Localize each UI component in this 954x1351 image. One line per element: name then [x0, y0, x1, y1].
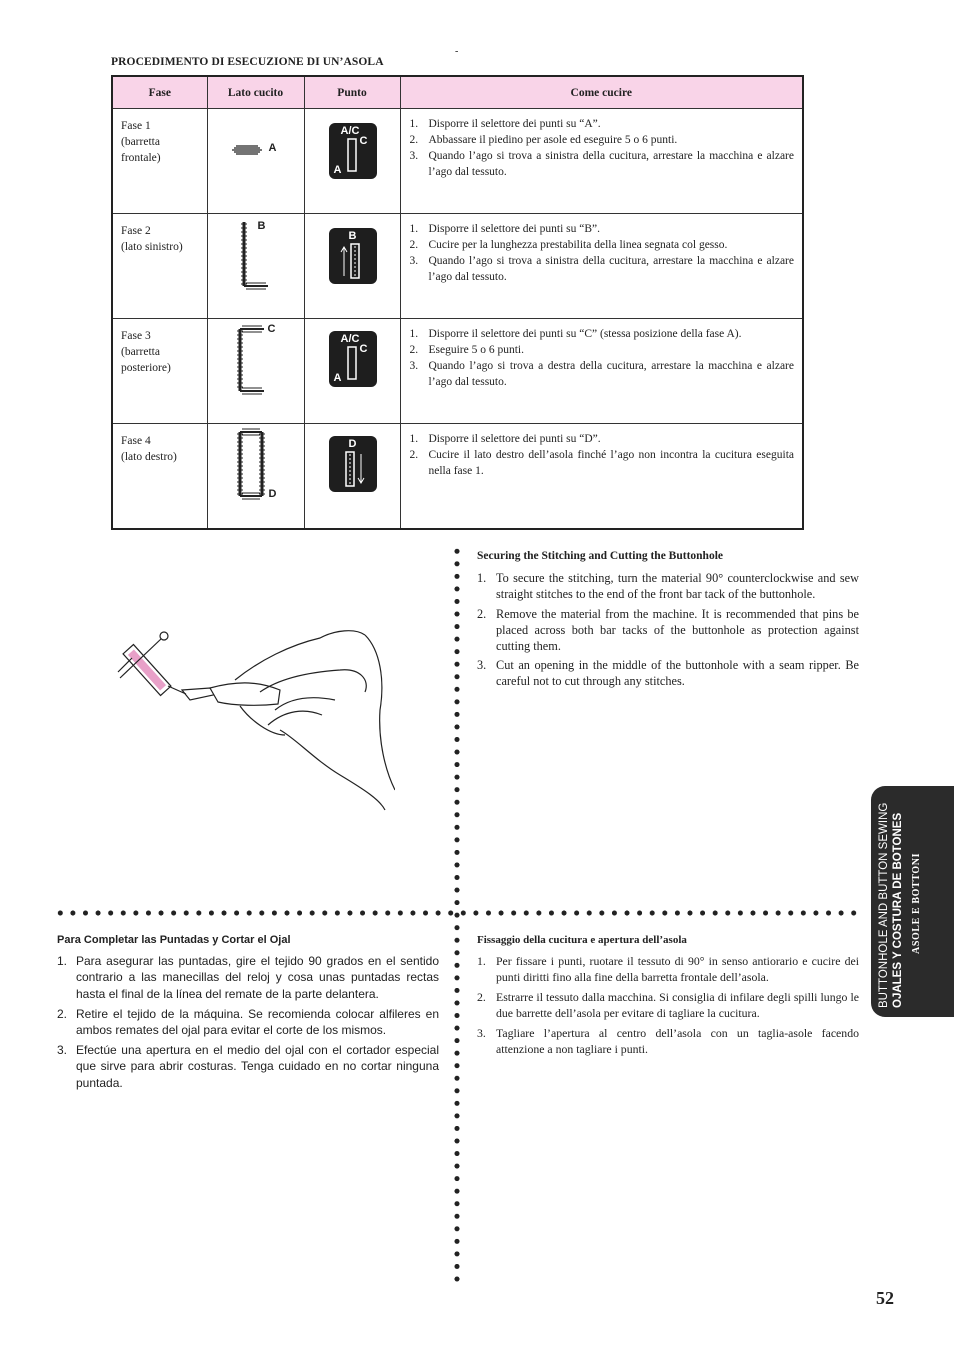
fase-cell: Fase 3 (barretta posteriore) [112, 319, 207, 424]
stitch-label-b: B [257, 220, 266, 232]
instructions-cell [400, 109, 803, 214]
buttonhole-procedure-table [111, 75, 804, 530]
list-item: 2. Cucire il lato destro dell’asola finché l’ago non incontra la cucitura eseguita nella fase 1. [409, 449, 794, 477]
header-punto: Punto [304, 76, 400, 109]
horizontal-dotted-divider [54, 909, 860, 917]
stitch-diagram-left-side [207, 214, 304, 319]
table-title: PROCEDIMENTO DI ESECUZIONE DI UN’ASOLA [111, 56, 384, 68]
list-item: 1. Disporre il selettore dei punti su “D”. [409, 433, 601, 445]
fase-cell: Fase 1 (barretta frontale) [112, 109, 207, 214]
stitch-selector-ac-icon: A/C C A [329, 123, 377, 179]
header-come-cucire: Come cucire [400, 76, 803, 109]
selector-cell [304, 319, 400, 424]
list-item: 2. Retire el tejido de la máquina. Se recomienda colocar alfileres en ambos remates del ojal para evitar el corte de los mismos. [57, 1006, 439, 1038]
list-item: 2. Eseguire 5 o 6 punti. [409, 344, 524, 356]
instructions-cell [400, 424, 803, 530]
list-item: 3. Quando l’ago si trova a sinistra della cucitura, arrestare la macchina e alzare l’ago dal tessuto. [409, 255, 794, 283]
stitch-label-c: C [267, 323, 276, 335]
table-row [112, 214, 803, 319]
english-section [477, 548, 859, 693]
left-side-stitch-icon [208, 214, 305, 300]
front-bar-stitch-icon [208, 109, 305, 195]
fase-cell: Fase 2 (lato sinistro) [112, 214, 207, 319]
table-row [112, 109, 803, 214]
list-item: 2. Estrarre il tessuto dalla macchina. Si consiglia di infilare degli spilli lungo le due barrette dell’asola per evitare di tagliare la cucitura. [477, 990, 859, 1020]
selector-cell [304, 109, 400, 214]
list-item: 3. Tagliare l’apertura al centro dell’asola con un taglia-asole facendo attenzione a non tagliare i punti. [477, 1026, 859, 1056]
chapter-side-tab [871, 786, 954, 1017]
instructions-cell [400, 214, 803, 319]
list-item: 2. Abbassare il piedino per asole ed eseguire 5 o 6 punti. [409, 134, 678, 146]
header-fase: Fase [112, 76, 207, 109]
table-row [112, 319, 803, 424]
table-row [112, 424, 803, 530]
tab-label-italian: ASOLE E BOTTONI [911, 852, 922, 954]
list-item: 1. Per fissare i punti, ruotare il tessuto di 90° in senso antiorario e cucire dei punti diritti fino alla fine della barretta frontale dell’asola. [477, 954, 859, 984]
list-item: 3. Cut an opening in the middle of the buttonhole with a seam ripper. Be careful not to cut through any stitches. [477, 658, 859, 689]
stitch-selector-d-icon: D [329, 436, 377, 492]
fase-cell: Fase 4 (lato destro) [112, 424, 207, 530]
spanish-section [57, 932, 439, 1095]
list-item: 1. Disporre il selettore dei punti su “C” (stessa posizione della fase A). [409, 328, 742, 340]
instructions-cell [400, 319, 803, 424]
table-header-row [112, 76, 803, 109]
header-lato-cucito: Lato cucito [207, 76, 304, 109]
list-item: 1. Disporre il selettore dei punti su “B”. [409, 223, 601, 235]
page-number: 52 [876, 1288, 894, 1308]
selector-cell [304, 214, 400, 319]
tab-label-english: BUTTONHOLE AND BUTTON SEWING [878, 802, 890, 1008]
stitch-selector-b-icon: B [329, 228, 377, 284]
list-item: 3. Quando l’ago si trova a destra della cucitura, arrestare la macchina e alzare l’ago dal tessuto. [409, 360, 794, 388]
stitch-selector-ac-icon: A/C C A [329, 331, 377, 387]
selector-cell [304, 424, 400, 530]
back-bar-stitch-icon [208, 319, 305, 405]
seam-ripper-illustration [110, 620, 395, 820]
list-item: 2. Cucire per la lunghezza prestabilita della linea segnata col gesso. [409, 239, 728, 251]
right-side-stitch-icon [208, 424, 305, 510]
italian-section [477, 932, 859, 1061]
list-item: 3. Efectúe una apertura en el medio del ojal con el cortador especial que sirve para abrir costuras. Tenga cuidado en no cortar ninguna puntada. [57, 1043, 439, 1090]
tab-label-spanish: OJALES Y COSTURA DE BOTONES [892, 812, 904, 1008]
section-heading: Securing the Stitching and Cutting the Buttonhole [477, 550, 724, 562]
stitch-diagram-right-side [207, 424, 304, 530]
stitch-diagram-back-bar [207, 319, 304, 424]
stitch-diagram-front-bar [207, 109, 304, 214]
stitch-label-a: A [268, 142, 277, 154]
list-item: 1. Disporre il selettore dei punti su “A”. [409, 118, 601, 130]
list-item: 1. To secure the stitching, turn the material 90° counterclockwise and sew straight stitches to the end of the front bar tack of the buttonhole. [477, 571, 859, 602]
section-heading: Para Completar las Puntadas y Cortar el Ojal [57, 934, 291, 946]
list-item: 2. Remove the material from the machine. It is recommended that pins be placed across both bar tacks of the buttonhole as protection against cutting them. [477, 606, 859, 654]
section-heading: Fissaggio della cucitura e apertura dell’asola [477, 934, 687, 946]
stitch-label-d: D [268, 488, 277, 500]
list-item: 3. Quando l’ago si trova a sinistra della cucitura, arrestare la macchina e alzare l’ago dal tessuto. [409, 150, 794, 178]
list-item: 1. Para asegurar las puntadas, gire el tejido 90 grados en el sentido contrario a las manecillas del reloj y cosa unas puntadas rectas hasta el final de la línea del remate de la parte delantera. [57, 954, 439, 1001]
top-mark: - [455, 46, 459, 57]
